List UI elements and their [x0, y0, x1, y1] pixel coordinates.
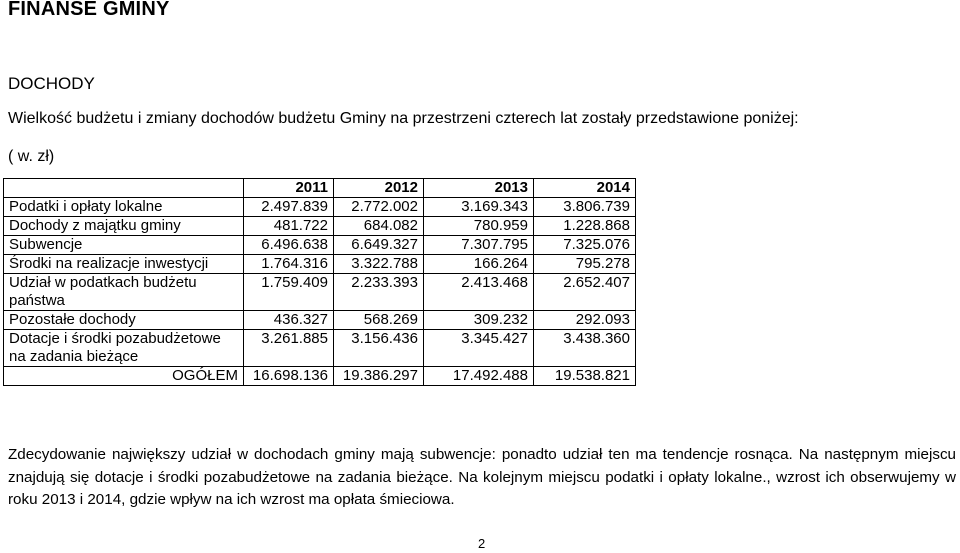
table-row	[4, 217, 636, 236]
row-value: 3.169.343	[424, 198, 534, 217]
row-value: 2.497.839	[244, 198, 334, 217]
row-value: 3.345.427	[424, 330, 534, 367]
income-table	[3, 178, 636, 386]
row-value: 1.759.409	[244, 274, 334, 311]
row-value: 795.278	[534, 255, 636, 274]
unit-label: ( w. zł)	[8, 148, 55, 165]
row-label: Udział w podatkach budżetu państwa	[4, 274, 244, 311]
row-value: 1.764.316	[244, 255, 334, 274]
row-value: 2.233.393	[334, 274, 424, 311]
row-value: 7.307.795	[424, 236, 534, 255]
row-label: Pozostałe dochody	[4, 311, 244, 330]
header-year: 2014	[534, 179, 636, 198]
row-value: 568.269	[334, 311, 424, 330]
row-value: 7.325.076	[534, 236, 636, 255]
row-value: 6.496.638	[244, 236, 334, 255]
total-value: 19.386.297	[334, 367, 424, 386]
row-label: Subwencje	[4, 236, 244, 255]
intro-paragraph: Wielkość budżetu i zmiany dochodów budżetu Gminy na przestrzeni czterech lat zostały przedstawione poniżej:	[8, 110, 799, 127]
summary-paragraph: Zdecydowanie największy udział w dochodach gminy mają subwencje: ponadto udział ten ma tendencje rosnąca. Na następnym miejscu znajdują się dotacje i środki pozabudżetowe na zadania bieżące. Na kolejnym miejscu podatki i opłaty lokalne., wzrost ich obserwujemy w roku 2013 i 2014, gdzie wpływ na ich wzrost ma opłata śmieciowa.	[8, 446, 956, 508]
table-row	[4, 274, 636, 311]
header-year: 2013	[424, 179, 534, 198]
total-label: OGÓŁEM	[4, 367, 244, 386]
row-value: 3.438.360	[534, 330, 636, 367]
row-value: 1.228.868	[534, 217, 636, 236]
row-label: Podatki i opłaty lokalne	[4, 198, 244, 217]
page-title: FINANSE GMINY	[8, 0, 170, 20]
table-row	[4, 330, 636, 367]
table-total-row	[4, 367, 636, 386]
table-header-row	[4, 179, 636, 198]
row-value: 309.232	[424, 311, 534, 330]
row-value: 481.722	[244, 217, 334, 236]
row-value: 3.322.788	[334, 255, 424, 274]
row-value: 780.959	[424, 217, 534, 236]
table-row	[4, 236, 636, 255]
header-empty-cell	[4, 179, 244, 198]
table-row	[4, 311, 636, 330]
total-value: 16.698.136	[244, 367, 334, 386]
row-value: 292.093	[534, 311, 636, 330]
header-year: 2012	[334, 179, 424, 198]
row-value: 2.413.468	[424, 274, 534, 311]
row-value: 166.264	[424, 255, 534, 274]
row-value: 3.806.739	[534, 198, 636, 217]
row-label: Dochody z majątku gminy	[4, 217, 244, 236]
row-value: 2.652.407	[534, 274, 636, 311]
total-value: 19.538.821	[534, 367, 636, 386]
row-value: 2.772.002	[334, 198, 424, 217]
total-value: 17.492.488	[424, 367, 534, 386]
row-label: Środki na realizacje inwestycji	[4, 255, 244, 274]
row-value: 436.327	[244, 311, 334, 330]
page-number: 2	[478, 536, 486, 551]
table-row	[4, 255, 636, 274]
row-value: 6.649.327	[334, 236, 424, 255]
row-label: Dotacje i środki pozabudżetowe na zadania bieżące	[4, 330, 244, 367]
header-year: 2011	[244, 179, 334, 198]
row-value: 3.261.885	[244, 330, 334, 367]
row-value: 3.156.436	[334, 330, 424, 367]
section-heading: DOCHODY	[8, 74, 95, 93]
row-value: 684.082	[334, 217, 424, 236]
table-row	[4, 198, 636, 217]
